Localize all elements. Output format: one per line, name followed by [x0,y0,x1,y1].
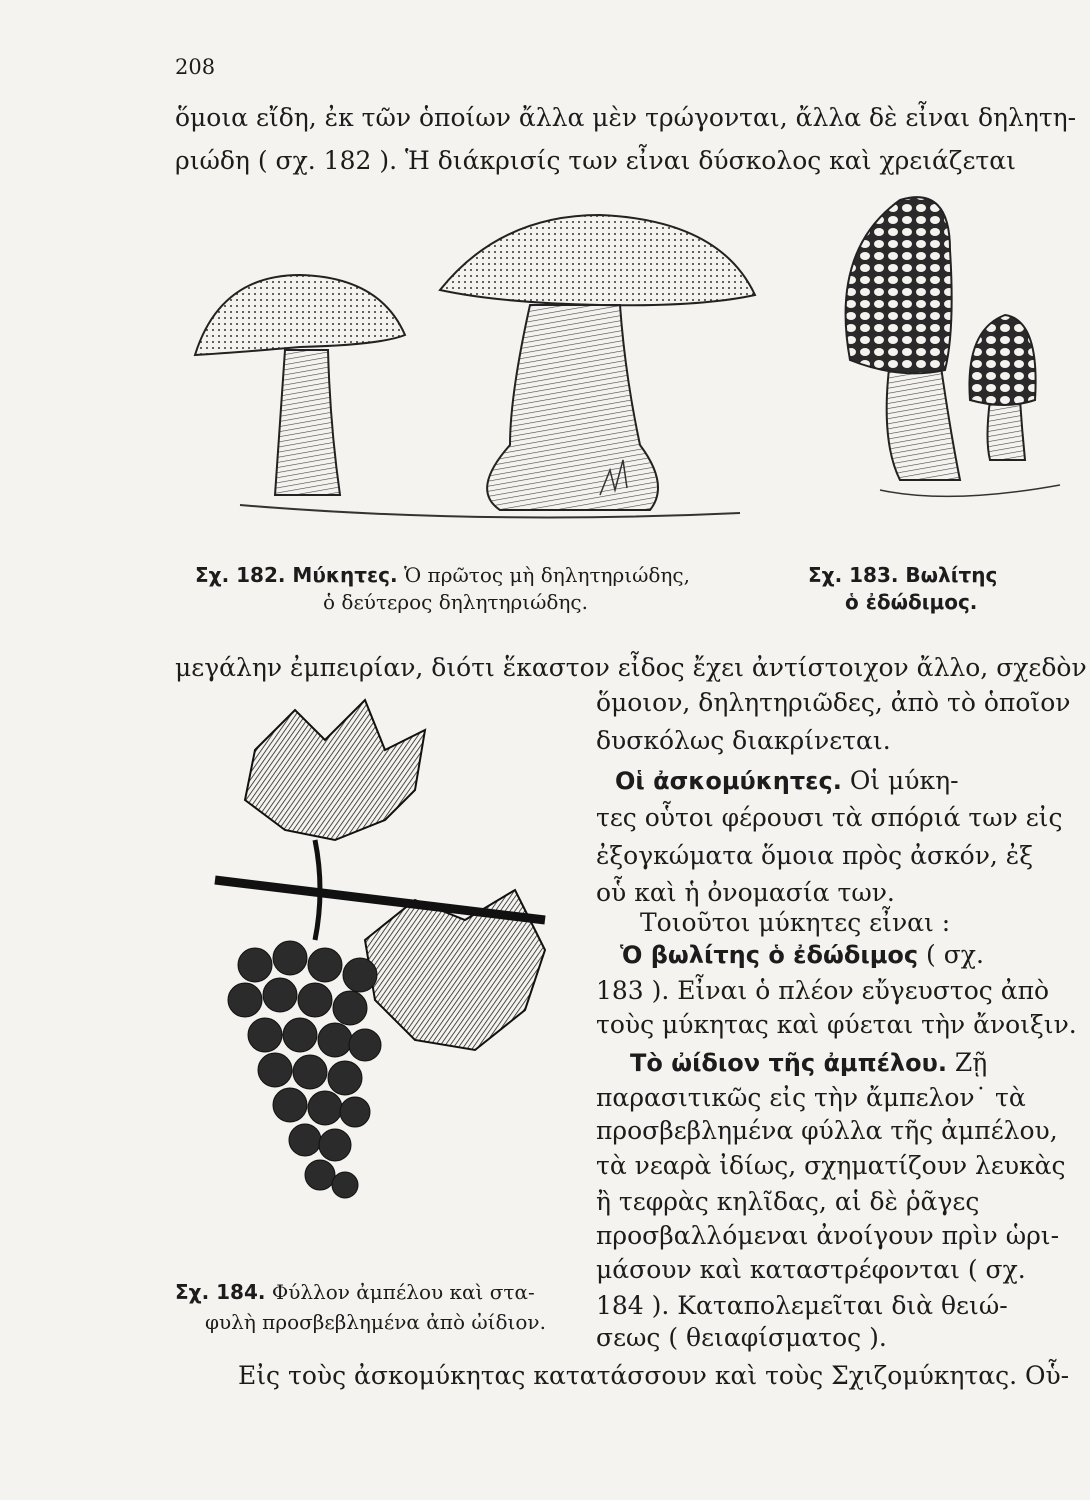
body-line-6: ἐξογκώματα ὅμοια πρὸς ἀσκόν, ἐξ [596,841,1033,870]
figure-182-caption-line-1 [195,563,690,587]
heading-oidium: Τὸ ὠίδιον τῆς ἀμπέλου. [630,1049,947,1077]
figure-184-vine-and-grapes [215,690,575,1250]
body-line-16: ἢ τεφρὰς κηλῖδας, αἱ δὲ ῥᾶγες [596,1187,980,1216]
body-line-15: τὰ νεαρὰ ἰδίως, σχηματίζουν λευκὰς [596,1151,1066,1180]
body-line-13: παρασιτικῶς εἰς τὴν ἄμπελον˙ τὰ [596,1083,1026,1112]
body-line-9: Ὁ βωλίτης ὁ ἐδώδιμος ( σχ. [620,940,984,969]
body-line-2: ὅμοιον, δηλητηριῶδες, ἀπὸ τὸ ὁποῖον [596,688,1071,717]
page-number: 208 [175,55,216,79]
figure-184-caption-line-2: φυλὴ προσβεβλημένα ἀπὸ ὠίδιον. [205,1310,546,1334]
heading-ascomycetes: Οἱ ἀσκομύκητες. [615,767,842,795]
body-line-20: σεως ( θειαφίσματος ). [596,1323,887,1352]
figure-182-caption: Ὁ πρῶτος μὴ δηλητηριώδης, [404,563,690,587]
figure-183-caption: ὁ ἐδώδιμος. [845,590,978,614]
top-paragraph-line-1: ὅμοια εἴδη, ἐκ τῶν ὁποίων ἄλλα μὲν τρώγονται, ἄλλα δὲ εἶναι δηλητη- [175,103,1077,132]
body-line-7: οὗ καὶ ἡ ὀνομασία των. [596,878,895,907]
figure-184-caption-line-1: Σχ. 184. Φύλλον ἀμπέλου καὶ στα- [175,1280,535,1304]
body-line-12: Τὸ ὠίδιον τῆς ἀμπέλου. Ζῇ [630,1048,988,1077]
body-line-19: 184 ). Καταπολεμεῖται διὰ θειώ- [596,1291,1008,1320]
figure-183-label: Σχ. 183. Βωλίτης [808,563,998,587]
body-line-4: Οἱ ἀσκομύκητες. Οἱ μύκη- [615,766,959,795]
body-line-5: τες οὗτοι φέρουσι τὰ σπόριά των εἰς [596,803,1063,832]
body-line-17: προσβαλλόμεναι ἀνοίγουν πρὶν ὡρι- [596,1221,1060,1250]
figure-182-mushrooms [180,195,780,535]
grape-cluster [228,941,381,1198]
figure-184-label: Σχ. 184. [175,1280,266,1304]
body-line-3: δυσκόλως διακρίνεται. [596,726,891,755]
right-mushroom [440,215,755,510]
heading-boletus: Ὁ βωλίτης ὁ ἐδώδιμος [620,941,919,969]
vine-leaf-upper [245,700,425,840]
body-line-14: προσβεβλημένα φύλλα τῆς ἀμπέλου, [596,1116,1058,1145]
body-line-8: Τοιοῦτοι μύκητες εἶναι : [640,908,951,937]
body-line-11: τοὺς μύκητας καὶ φύεται τὴν ἄνοιξιν. [596,1010,1077,1039]
figure-182-label: Σχ. 182. Μύκητες. [195,563,398,587]
figure-182-caption-line-2: ὁ δεύτερος δηλητηριώδης. [323,590,588,614]
closing-line: Εἰς τοὺς ἀσκομύκητας κατατάσσουν καὶ τοὺς Σχιζομύκητας. Οὗ- [238,1361,1070,1390]
body-line-1: μεγάλην ἐμπειρίαν, διότι ἕκαστον εἶδος ἔχει ἀντίστοιχον ἄλλο, σχεδὸν [175,653,1087,682]
body-line-10: 183 ). Εἶναι ὁ πλέον εὔγευστος ἀπὸ [596,976,1050,1005]
body-line-18: μάσουν καὶ καταστρέφονται ( σχ. [596,1255,1026,1284]
left-mushroom [195,275,405,495]
top-paragraph-line-2: ριώδη ( σχ. 182 ). Ἡ διάκρισίς των εἶναι δύσκολος καὶ χρειάζεται [175,146,1016,175]
figure-183-morels [830,190,1065,510]
vine-branch [215,880,545,920]
